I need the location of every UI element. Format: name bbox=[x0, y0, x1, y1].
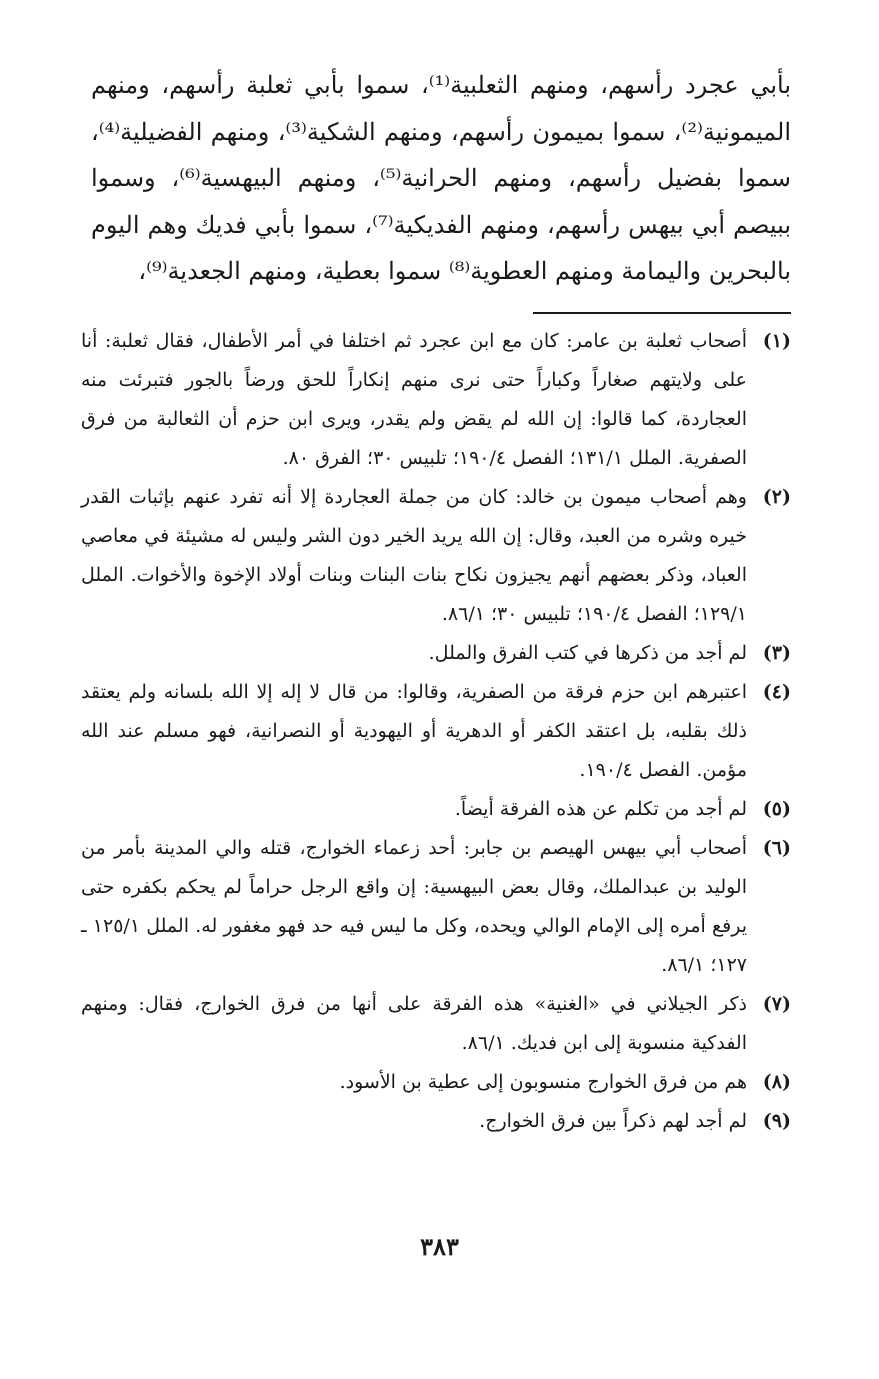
footnote-text: هم من فرق الخوارج منسوبون إلى عطية بن الأسود. bbox=[339, 1071, 747, 1093]
footnote-number: (٩) bbox=[762, 1110, 791, 1132]
footnote-8 bbox=[81, 1063, 791, 1102]
footnote-number: (٣) bbox=[762, 642, 791, 664]
footnote-number: (٧) bbox=[762, 993, 791, 1015]
footnote-text: لم أجد من تكلم عن هذه الفرقة أيضاً. bbox=[454, 798, 747, 820]
footnote-number: (١) bbox=[762, 330, 791, 352]
footnote-number: (٢) bbox=[762, 486, 791, 508]
footnote-3 bbox=[81, 634, 791, 673]
footnote-number: (٦) bbox=[762, 837, 791, 859]
footnote-number: (٤) bbox=[762, 681, 791, 703]
footnote-text: ذكر الجيلاني في «الغنية» هذه الفرقة على أنها من فرق الخوارج، فقال: ومنهم الفدكية منسوبة إلى ابن فديك. ٨٦/١. bbox=[81, 993, 747, 1054]
footnote-7 bbox=[81, 985, 791, 1063]
footnotes-list bbox=[81, 322, 791, 1141]
footnote-2 bbox=[81, 478, 791, 634]
footnote-number: (٥) bbox=[762, 798, 791, 820]
footnote-9 bbox=[81, 1102, 791, 1141]
footnote-number: (٨) bbox=[762, 1071, 791, 1093]
main-paragraph: بأبي عجرد رأسهم، ومنهم الثعلبية⁽¹⁾، سموا بأبي ثعلبة رأسهم، ومنهم الميمونية⁽²⁾، سموا بميمون رأسهم، ومنهم الشكية⁽³⁾، ومنهم الفضيلية⁽⁴⁾، سموا بفضيل رأسهم، ومنهم الحرانية⁽⁵⁾، ومنهم البيهسية⁽⁶⁾، وسموا ببيصم أبي بيهس رأسهم، ومنهم الفديكية⁽⁷⁾، سموا بأبي فديك وهم اليوم بالبحرين واليمامة ومنهم العطوية⁽⁸⁾ سموا بعطية، ومنهم الجعدية⁽⁹⁾، bbox=[91, 71, 792, 285]
footnote-6 bbox=[81, 829, 791, 985]
footnote-text: أصحاب أبي بيهس الهيصم بن جابر: أحد زعماء الخوارج، قتله والي المدينة بأمر من الوليد بن عبدالملك، وقال بعض البيهسية: إن واقع الرجل حراماً لم يحكم بكفره حتى يرفع أمره إلى الإمام الوالي ويحده، وكل ما ليس فيه حد فهو مغفور له. الملل ١٢٥/١ ـ ١٢٧؛ ٨٦/١. bbox=[81, 837, 747, 976]
footnote-4 bbox=[81, 673, 791, 790]
page-number: ٣٨٣ bbox=[420, 1232, 459, 1261]
footnote-text: أصحاب ثعلبة بن عامر: كان مع ابن عجرد ثم اختلفا في أمر الأطفال، فقال ثعلبة: أنا على ولايتهم صغاراً وكباراً حتى نرى منهم إنكاراً للحق ورضاً بالجور فتبرئت منه العجاردة، كما قالوا: إن الله لم يقض ولم يقدر، ويرى ابن حزم أن الثعالبة من فرق الصفرية. الملل ١٣١/١؛ الفصل ١٩٠/٤؛ تلبيس ٣٠؛ الفرق ٨٠. bbox=[81, 330, 747, 469]
footnote-1 bbox=[81, 322, 791, 478]
footnote-divider bbox=[533, 312, 791, 314]
footnote-text: اعتبرهم ابن حزم فرقة من الصفرية، وقالوا: من قال لا إله إلا الله بلسانه ولم يعتقد ذلك بقلبه، بل اعتقد الكفر أو الدهرية أو اليهودية أو النصرانية، فهو مسلم عند الله مؤمن. الفصل ١٩٠/٤. bbox=[81, 681, 747, 781]
footnote-text: لم أجد من ذكرها في كتب الفرق والملل. bbox=[428, 642, 747, 664]
footnote-text: لم أجد لهم ذكراً بين فرق الخوارج. bbox=[479, 1110, 747, 1132]
footnote-text: وهم أصحاب ميمون بن خالد: كان من جملة العجاردة إلا أنه تفرد عنهم بإثبات القدر خيره وشره من العبد، وقال: إن الله يريد الخير دون الشر وليس له مشيئة في معاصي العباد، وذكر بعضهم أنهم يجيزون نكاح بنات البنات وبنات أولاد الإخوة والأخوات. الملل ١٢٩/١؛ الفصل ١٩٠/٤؛ تلبيس ٣٠؛ ٨٦/١. bbox=[81, 486, 747, 625]
footnote-5 bbox=[81, 790, 791, 829]
